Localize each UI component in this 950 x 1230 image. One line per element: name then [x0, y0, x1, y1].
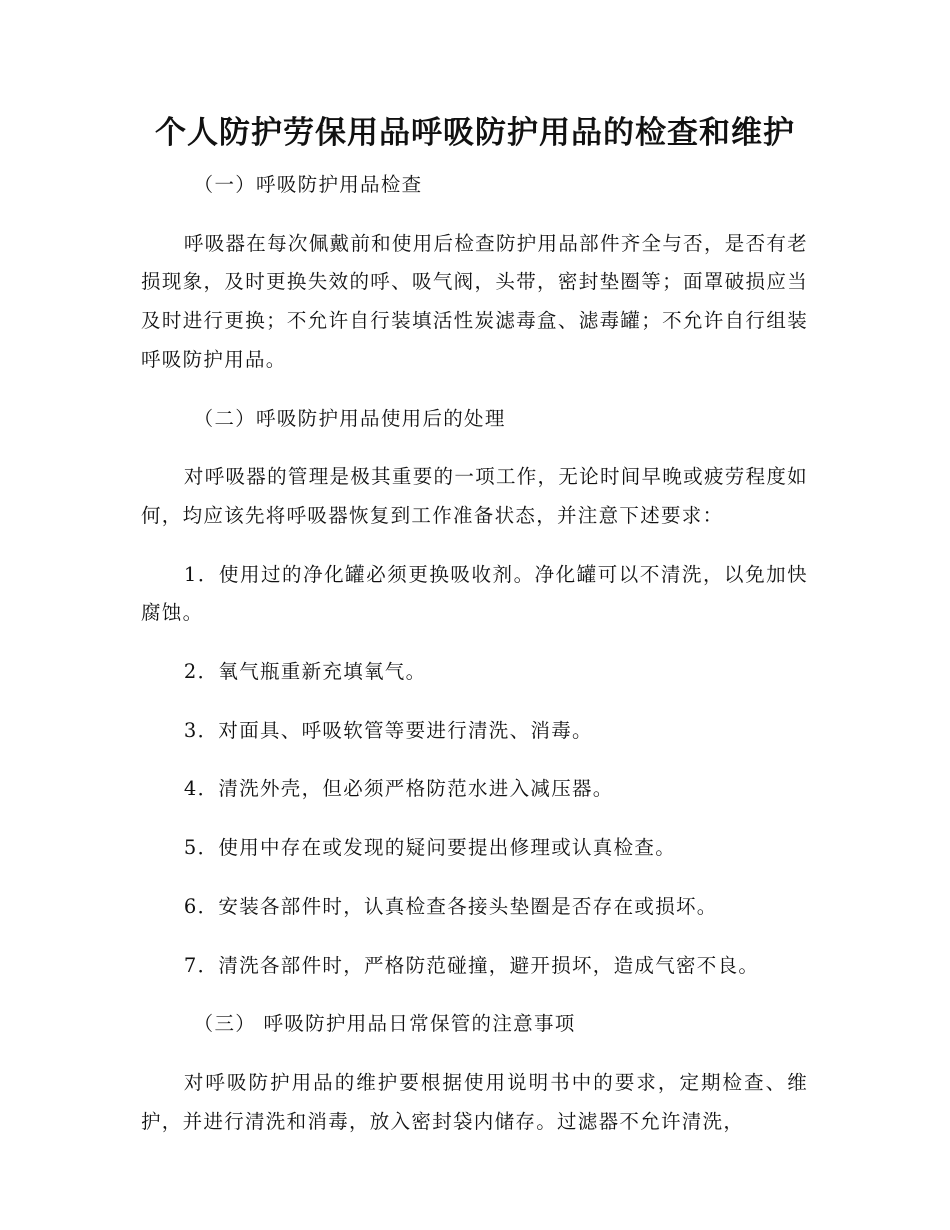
list-item: 4．清洗外壳，但必须严格防范水进入减压器。: [183, 777, 614, 801]
list-item: 7．清洗各部件时，严格防范碰撞，避开损坏，造成气密不良。: [183, 953, 760, 977]
section-heading-2: （二）呼吸防护用品使用后的处理: [193, 406, 506, 430]
section-heading-1: （一）呼吸防护用品检查: [193, 173, 423, 196]
list-item: 6．安装各部件时，认真检查各接头垫圈是否存在或损坏。: [183, 894, 718, 918]
section-paragraph-1: 呼吸器在每次佩戴前和使用后检查防护用品部件齐全与否，是否有老损现象，及时更换失效的呼、吸气阀，头带，密封垫圈等；面罩破损应当及时进行更换；不允许自行装填活性炭滤毒盒、滤毒罐；不允许自行组装呼吸防护用品。: [141, 231, 808, 371]
section-paragraph-2: 对呼吸器的管理是极其重要的一项工作，无论时间早晚或疲劳程度如何，均应该先将呼吸器恢复到工作准备状态，并注意下述要求：: [141, 465, 808, 527]
list-item: 5．使用中存在或发现的疑问要提出修理或认真检查。: [183, 836, 676, 860]
section-paragraph-3: 对呼吸防护用品的维护要根据使用说明书中的要求，定期检查、维护，并进行清洗和消毒，放入密封袋内储存。过滤器不允许清洗，: [141, 1070, 808, 1133]
list-item: 2．氧气瓶重新充填氧气。: [183, 660, 427, 684]
list-item: 1．使用过的净化罐必须更换吸收剂。净化罐可以不清洗，以免加快腐蚀。: [141, 562, 808, 625]
list-item: 3．对面具、呼吸软管等要进行清洗、消毒。: [183, 718, 593, 742]
section-heading-3: （三） 呼吸防护用品日常保管的注意事项: [193, 1012, 576, 1036]
document-body: [141, 166, 808, 1161]
document-title: 个人防护劳保用品呼吸防护用品的检查和维护: [155, 115, 795, 151]
